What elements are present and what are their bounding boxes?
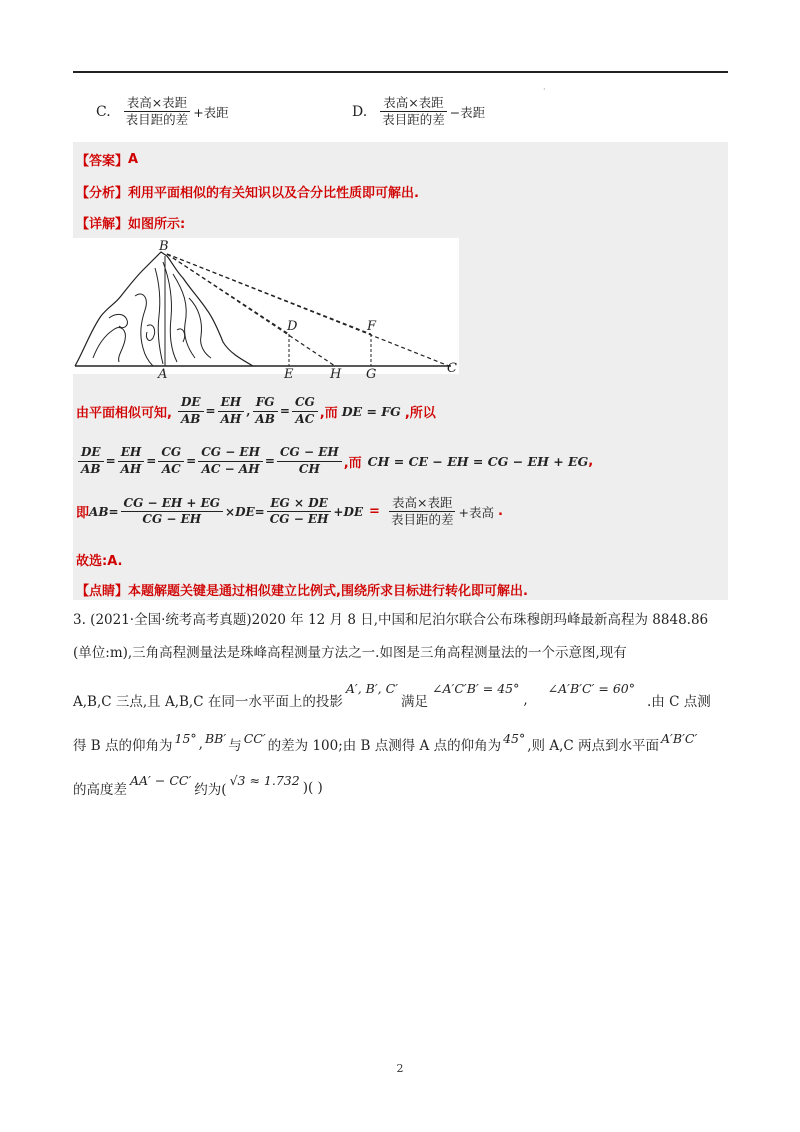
derivation-line-1 [76, 396, 436, 427]
choice-line [76, 550, 122, 569]
option-d-tail: −表距 [449, 104, 486, 120]
analysis-text: 利用平面相似的有关知识以及合分比性质即可解出. [128, 186, 419, 201]
point-label-a: A [158, 367, 168, 382]
question-line-2: (单位:m),三角高程测量法是珠峰高程测量方法之一.如图是三角高程测量法的一个示意图,现有 [73, 645, 627, 661]
point-label-b: B [159, 239, 169, 254]
answer-line [76, 150, 138, 169]
comment-label: 【点睛】 [76, 584, 129, 599]
de-equals-fg: DE = FG [341, 403, 401, 419]
derivation-line-2 [76, 446, 593, 477]
question-line-5: 的高度差 AA′ − CC′ 约为( √3 ≈ 1.732 )( ) [73, 772, 323, 798]
answer-label: 【答案】 [76, 154, 129, 169]
choice-text: 故选:A. [76, 554, 123, 569]
question-line-1: 3. (2021·全国·统考高考真题)2020 年 12 月 8 日,中国和尼泊尔联合公布珠穆朗玛峰最新高程为 8848.86 [73, 612, 709, 628]
option-d-label: D. [352, 103, 368, 120]
analysis-line [76, 182, 419, 201]
option-c-fraction: $\frac{\text{表高×表距}}{\text{表目距的差}}$ [125, 95, 189, 128]
mountain-outline [75, 252, 253, 366]
line1-mid: ,而 [319, 405, 338, 421]
detail-text: 如图所示: [128, 217, 186, 232]
analysis-label: 【分析】 [76, 186, 129, 201]
comment-text: 本题解题关键是通过相似建立比例式,围绕所求目标进行转化即可解出. [128, 584, 528, 599]
option-d [352, 96, 485, 128]
detail-label: 【详解】 [76, 217, 129, 232]
point-label-c: C [447, 361, 457, 374]
point-label-d: D [287, 319, 298, 334]
point-label-e: E [284, 367, 294, 382]
ch-expression: CH = CE − EH = CG − EH + EG [367, 453, 589, 469]
ab-expression: AB = $\frac{CG - EH + EG}{CG - EH}$ × DE = $\frac{EG \times DE}{CG - EH}$ + DE [89, 495, 364, 527]
similarity-ratios: $\frac{DE}{AB}$ = $\frac{EH}{AH}$ , $\frac{FG}{AB}$ = $\frac{CG}{AC}$ [176, 396, 320, 427]
option-c-label: C. [96, 103, 111, 120]
option-d-fraction: $\frac{\text{表高×表距}}{\text{表目距的差}}$ [382, 95, 445, 128]
line3-tail: +表高 [458, 504, 494, 520]
answer-value: A [128, 152, 139, 167]
comment-line [76, 580, 528, 599]
line1-suffix: ,所以 [404, 405, 436, 421]
detail-line [76, 213, 185, 232]
line1-prefix: 由平面相似可知, [76, 405, 172, 421]
line3-fraction: $\frac{\text{表高×表距}}{\text{表目距的差}}$ [390, 495, 454, 528]
page-number: 2 [396, 1062, 404, 1075]
geometry-figure [73, 238, 459, 374]
line3-end: . [497, 504, 503, 520]
derivation-line-3 [76, 496, 503, 528]
line3-eq-sign: = [369, 504, 380, 520]
point-label-h: H [330, 367, 342, 382]
line2-suffix: , [588, 453, 594, 469]
point-label-f: F [367, 319, 377, 334]
line3-prefix: 即 [76, 506, 90, 522]
option-c [96, 96, 229, 128]
header-rule [73, 71, 728, 73]
line2-mid: ,而 [343, 455, 362, 471]
proportion-chain: $\frac{DE}{AB}$ = $\frac{EH}{AH}$ = $\frac{CG}{AC}$ = $\frac{CG - EH}{AC - AH}$ = $\frac{CG - EH}{CH}$ [76, 446, 344, 477]
question-line-4: 得 B 点的仰角为 15° , BB′ 与 CC′ 的差为 100;由 B 点测得 A 点的仰角为 45° ,则 A,C 两点到水平面 A′B′C′ [73, 730, 698, 754]
option-c-tail: +表距 [193, 104, 229, 120]
point-label-g: G [366, 367, 377, 382]
question-line-3: A,B,C 三点,且 A,B,C 在同一水平面上的投影 A′, B′, C′ 满足 ∠A′C′B′ = 45° , ∠A′B′C′ = 60° .由 C 点测 [73, 680, 711, 710]
header-dot: · [543, 85, 546, 94]
